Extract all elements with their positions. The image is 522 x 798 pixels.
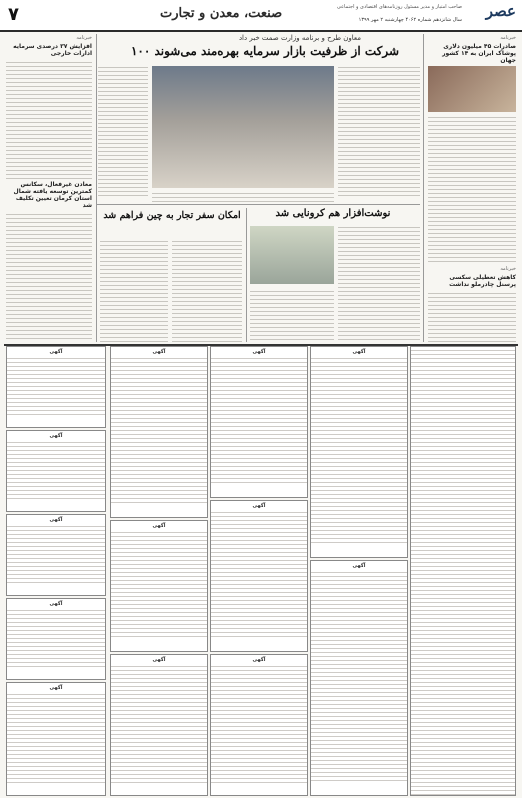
left-column-sub-text [6,211,92,342]
ads-section [6,346,516,796]
ad-heading: آگهی [352,349,366,355]
story2-text-col2 [250,288,334,342]
story3-text-col2 [100,238,168,342]
section-title: صنعت، معدن و تجارت [160,6,283,21]
column-divider [96,34,97,342]
ad-heading: آگهی [152,523,166,529]
right-column-tag: خبرنامه [500,35,516,41]
ad-heading: آگهی [49,349,63,355]
left-column-sub-headline: معادن غیرفعال، سکانس کمترین توسعه یافته شمال استان کرمان تعیین تکلیف شد [13,181,92,209]
ad-box [6,346,106,428]
ad-heading: آگهی [49,601,63,607]
ad-heading: آگهی [352,563,366,569]
right-column [426,34,518,342]
ad-box [6,682,106,796]
column-divider [423,34,424,342]
ad-box [210,346,308,498]
story2-text [338,224,420,342]
masthead-subtitle: صاحب امتیاز و مدیر مسئول روزنامه‌های اقتصادی و اجتماعی [336,4,462,10]
right-column-text [428,114,516,264]
ad-box [110,520,208,652]
left-column [4,34,94,342]
ad-heading: آگهی [152,349,166,355]
right-column-headline: صادرات ۴۵ میلیون دلاری پوشاک ایران به ۱۴ کشور جهان [442,43,516,64]
story2-photo [250,226,334,284]
ad-box [210,654,308,796]
main-story-text-col2 [98,64,148,196]
ad-heading: آگهی [252,503,266,509]
main-story-photo [152,66,334,188]
left-column-headline: افزایش ۳۷ درصدی سرمایه ادارات خارجی [13,43,92,57]
ad-box [110,654,208,796]
ad-box [310,346,408,558]
ad-heading: آگهی [49,517,63,523]
left-column-tag: خبرنامه [76,35,92,41]
ad-box [6,514,106,596]
ad-box [410,346,516,796]
ad-heading: آگهی [49,433,63,439]
ad-heading: آگهی [252,657,266,663]
photo-caption [152,190,334,202]
ad-box [110,346,208,518]
ad-box [6,598,106,680]
ad-heading: آگهی [152,657,166,663]
column-divider [246,208,247,342]
newspaper-logo: عصر [485,2,516,20]
story3-headline: امکان سفر تجار به چین فراهم شد [103,210,241,221]
main-headline: ۱۰۰ شرکت از ظرفیت بازار سرمایه بهره‌مند می‌شوند [130,44,400,58]
right-column-sub-tag: خبرنامه [500,266,516,272]
left-column-text [6,59,92,179]
ad-heading: آگهی [252,349,266,355]
masthead [0,0,522,32]
right-column-sub-headline: کاهش تعطیلی سکسی پرسنل چادرملو نداشت [449,274,516,288]
right-column-sub-text [428,290,516,342]
main-kicker: معاون طرح و برنامه وزارت صمت خبر داد [238,34,362,42]
issue-info: سال شانزدهم شماره ۴۰۶۲ چهارشنبه ۲ مهر ۱۳۹۹ [358,17,462,23]
ad-box [210,500,308,652]
horizontal-rule [96,204,420,205]
right-column-photo [428,66,516,112]
page-number: ۷ [8,4,19,25]
ad-heading: آگهی [49,685,63,691]
story2-headline: نوشت‌افزار هم کرونایی شد [275,208,391,219]
ad-box [6,430,106,512]
ad-box [310,560,408,796]
main-story-text [338,64,420,196]
story3-text [172,238,242,342]
